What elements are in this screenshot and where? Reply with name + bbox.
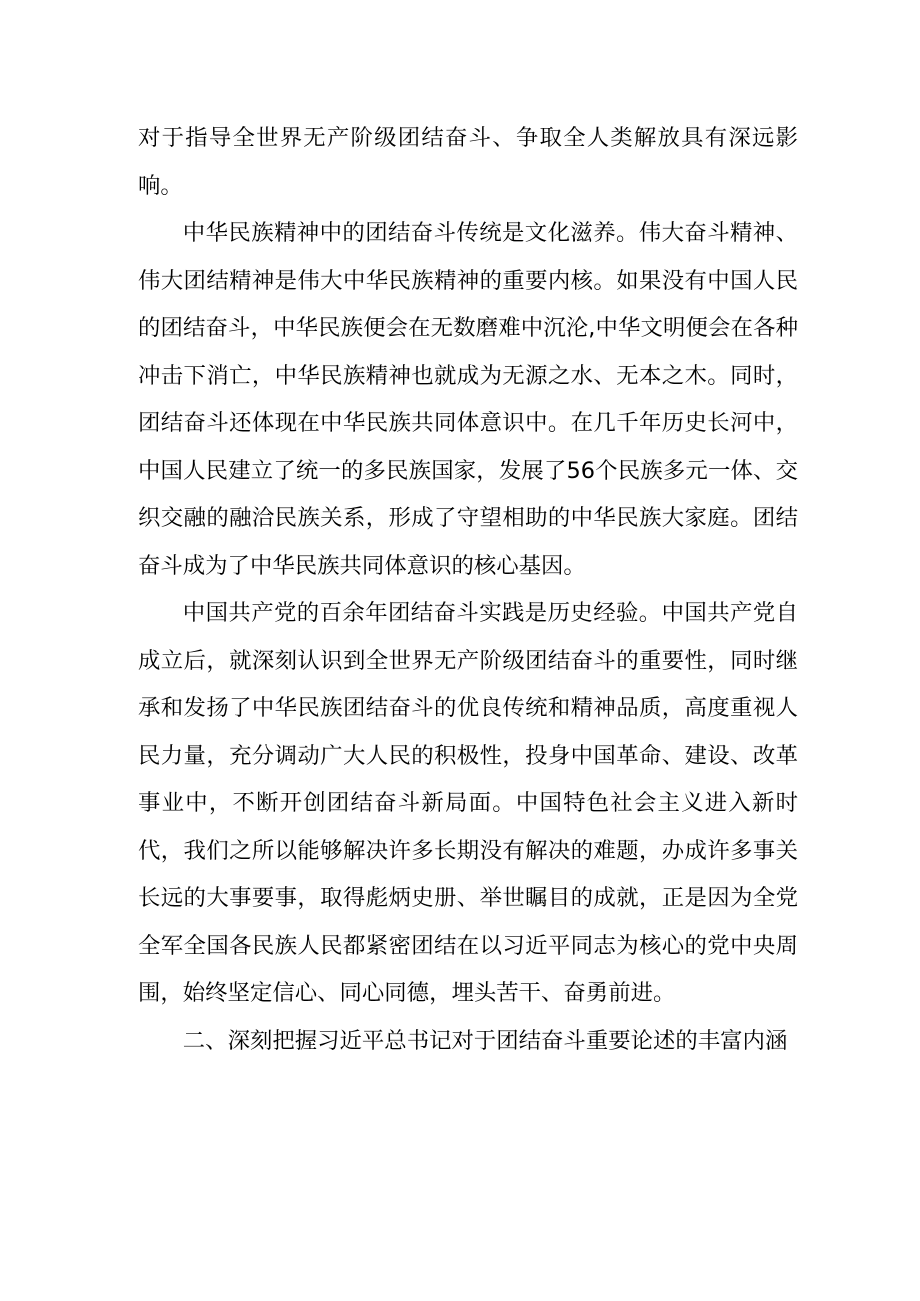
section-heading: 二、深刻把握习近平总书记对于团结奋斗重要论述的丰富内涵 (182, 1027, 788, 1054)
paragraph-continuation: 对于指导全世界无产阶级团结奋斗、争取全人类解放具有深远影响。 (138, 125, 798, 199)
paragraph-cultural-nourishment: 中华民族精神中的团结奋斗传统是文化滋养。伟大奋斗精神、伟大团结精神是伟大中华民族精神的重要内核。如果没有中国人民的团结奋斗，中华民族便会在无数磨难中沉沦,中华文明便会在各种冲击下消亡，中华民族精神也就成为无源之水、无本之木。同时，团结奋斗还体现在中华民族共同体意识中。在几千年历史长河中，中国人民建立了统一的多民族国家，发展了56个民族多元一体、交织交融的融洽民族关系，形成了守望相助的中华民族大家庭。团结奋斗成为了中华民族共同体意识的核心基因。 (138, 220, 798, 579)
document-body (138, 115, 798, 1065)
paragraph-historical-experience: 中国共产党的百余年团结奋斗实践是历史经验。中国共产党自成立后，就深刻认识到全世界无产阶级团结奋斗的重要性，同时继承和发扬了中华民族团结奋斗的优良传统和精神品质，高度重视人民力量，充分调动广大人民的积极性，投身中国革命、建设、改革事业中，不断开创团结奋斗新局面。中国特色社会主义进入新时代，我们之所以能够解决许多长期没有解决的难题，办成许多事关长远的大事要事，取得彪炳史册、举世瞩目的成就，正是因为全党全军全国各民族人民都紧密团结在以习近平同志为核心的党中央周围，始终坚定信心、同心同德，埋头苦干、奋勇前进。 (138, 600, 798, 1006)
